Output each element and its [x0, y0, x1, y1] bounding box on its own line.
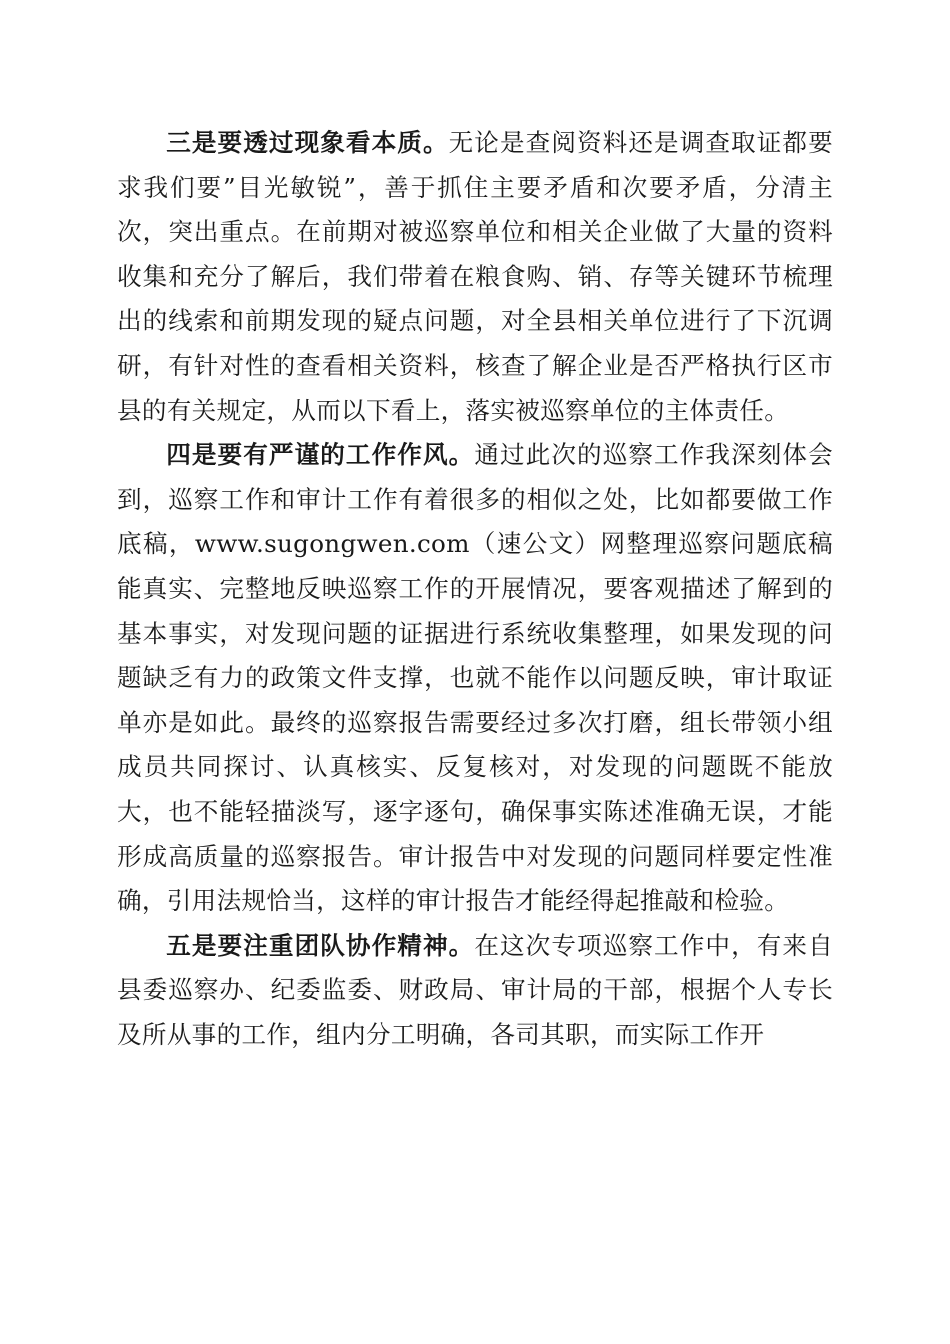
paragraph-three-body: 无论是查阅资料还是调查取证都要求我们要”目光敏锐”，善于抓住主要矛盾和次要矛盾，分清主次，突出重点。在前期对被巡察单位和相关企业做了大量的资料收集和充分了解后，我们带着在粮食购、销、存等关键环节梳理出的线索和前期发现的疑点问题，对全县相关单位进行了下沉调研，有针对性的查看相关资料，核查了解企业是否严格执行区市县的有关规定，从而以下看上，落实被巡察单位的主体责任。	[117, 128, 833, 425]
paragraph-five-heading: 五是要注重团队协作精神。	[166, 930, 475, 960]
paragraph-five-body: 在这次专项巡察工作中，有来自县委巡察办、纪委监委、财政局、审计局的干部，根据个人专长及所从事的工作，组内分工明确，各司其职，而实际工作开	[117, 930, 833, 1049]
paragraph-three-heading: 三是要透过现象看本质。	[166, 128, 449, 157]
document-page	[117, 121, 833, 1057]
paragraph-three	[117, 121, 833, 433]
paragraph-four	[117, 433, 833, 924]
paragraph-four-body: 通过此次的巡察工作我深刻体会到，巡察工作和审计工作有着很多的相似之处，比如都要做工作底稿，www.sugongwen.com（速公文）网整理巡察问题底稿能真实、完整地反映巡察工作的开展情况，要客观描述了解到的基本事实，对发现问题的证据进行系统收集整理，如果发现的问题缺乏有力的政策文件支撑，也就不能作以问题反映，审计取证单亦是如此。最终的巡察报告需要经过多次打磨，组长带领小组成员共同探讨、认真核实、反复核对，对发现的问题既不能放大，也不能轻描淡写，逐字逐句，确保事实陈述准确无误，才能形成高质量的巡察报告。审计报告中对发现的问题同样要定性准确，引用法规恰当，这样的审计报告才能经得起推敲和检验。	[117, 440, 833, 916]
paragraph-five	[117, 924, 833, 1058]
paragraph-four-heading: 四是要有严谨的工作作风。	[166, 440, 475, 470]
